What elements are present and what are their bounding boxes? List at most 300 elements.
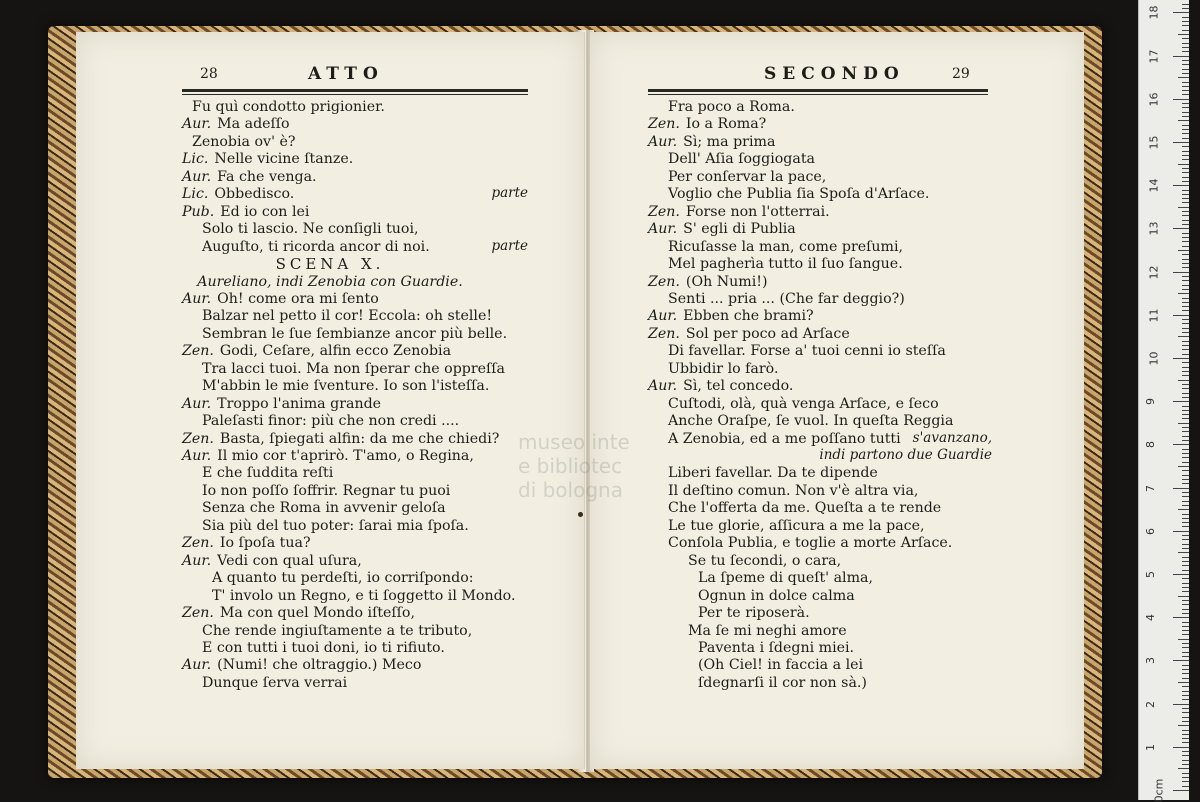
verse-line bbox=[698, 604, 810, 622]
ruler-tick bbox=[1182, 570, 1189, 571]
verse-line bbox=[648, 273, 768, 291]
ruler-tick bbox=[1182, 263, 1189, 264]
ruler-tick bbox=[1182, 717, 1189, 718]
ruler-tick bbox=[1182, 151, 1189, 152]
ruler-label: 10 bbox=[1147, 351, 1161, 366]
ruler-tick bbox=[1182, 712, 1189, 713]
ruler-tick bbox=[1182, 764, 1189, 765]
verse-line bbox=[182, 168, 317, 186]
ruler-tick bbox=[1182, 64, 1189, 65]
verse-line bbox=[698, 639, 854, 657]
speaker-label: Aur. bbox=[182, 448, 212, 464]
ruler-label: 11 bbox=[1147, 308, 1161, 323]
ruler-tick bbox=[1178, 552, 1189, 553]
line-text: Se tu ſecondi, o cara, bbox=[688, 552, 842, 569]
verse-line bbox=[668, 395, 939, 413]
ruler-tick bbox=[1182, 751, 1189, 752]
ruler-label: 14 bbox=[1147, 178, 1161, 193]
ruler-tick bbox=[1182, 475, 1189, 476]
speaker-label: Lic. bbox=[182, 151, 209, 168]
ruler-label: 2 bbox=[1144, 700, 1157, 708]
ruler-tick bbox=[1182, 397, 1189, 398]
line-text: Forse non l'otterrai. bbox=[685, 203, 830, 220]
ruler-tick bbox=[1182, 349, 1189, 350]
verse-line bbox=[202, 220, 419, 238]
line-text: Ognun in dolce calma bbox=[698, 587, 855, 604]
ruler-label: 1 bbox=[1144, 743, 1157, 751]
verse-line bbox=[182, 185, 294, 203]
ruler-tick bbox=[1182, 177, 1189, 178]
ruler-tick bbox=[1182, 604, 1189, 605]
line-text: T' involo un Regno, e ti ſoggetto il Mondo. bbox=[212, 587, 516, 604]
ruler-tick bbox=[1182, 190, 1189, 191]
ruler-tick bbox=[1182, 755, 1189, 756]
ruler-tick bbox=[1182, 505, 1189, 506]
ruler-tick bbox=[1182, 673, 1189, 674]
verse-line bbox=[648, 115, 766, 133]
ruler-tick bbox=[1182, 708, 1189, 709]
ruler-tick bbox=[1182, 4, 1189, 5]
ruler-tick bbox=[1178, 639, 1189, 640]
ruler-tick bbox=[1182, 557, 1189, 558]
ruler-tick bbox=[1182, 310, 1189, 311]
line-text: Ricuſasse la man, come preſumi, bbox=[668, 238, 904, 255]
header-rule-thin bbox=[648, 94, 988, 95]
stage-direction: parte bbox=[491, 237, 528, 254]
ruler-tick bbox=[1182, 691, 1189, 692]
ruler-tick bbox=[1182, 254, 1189, 255]
ruler-tick bbox=[1182, 246, 1189, 247]
ruler-tick bbox=[1173, 660, 1189, 661]
verse-line bbox=[668, 98, 795, 116]
line-text: Liberi favellar. Da te dipende bbox=[668, 465, 878, 482]
ruler-tick bbox=[1182, 328, 1189, 329]
ruler-tick bbox=[1182, 539, 1189, 540]
ruler-tick bbox=[1178, 34, 1189, 35]
ruler-tick bbox=[1182, 298, 1189, 299]
verse-line bbox=[212, 569, 474, 587]
ruler-tick bbox=[1182, 730, 1189, 731]
line-text: E che ſuddita reſti bbox=[202, 465, 334, 482]
ruler-tick bbox=[1182, 777, 1189, 778]
verse-line bbox=[668, 482, 918, 500]
ruler-tick bbox=[1182, 155, 1189, 156]
line-text: Per conſervar la pace, bbox=[668, 168, 827, 185]
ruler-tick bbox=[1182, 241, 1189, 242]
ruler-tick bbox=[1173, 488, 1189, 489]
ruler-label: 18 bbox=[1147, 5, 1161, 20]
verse-line bbox=[182, 430, 499, 448]
ruler-tick bbox=[1182, 535, 1189, 536]
ruler-tick bbox=[1182, 194, 1189, 195]
ruler-tick bbox=[1182, 449, 1189, 450]
verse-line bbox=[182, 656, 421, 674]
line-text: Sol per poco ad Arſace bbox=[685, 325, 850, 342]
ruler-tick bbox=[1182, 760, 1189, 761]
ruler-tick bbox=[1173, 56, 1189, 57]
verse-line bbox=[668, 360, 778, 378]
ruler-tick bbox=[1182, 116, 1189, 117]
ruler-tick bbox=[1182, 25, 1189, 26]
ruler-label: 15 bbox=[1147, 135, 1161, 150]
verse-line bbox=[648, 377, 793, 395]
ruler-tick bbox=[1182, 634, 1189, 635]
verse-line bbox=[192, 133, 296, 151]
scene-heading bbox=[76, 273, 584, 291]
line-text: Zenobia ov' è? bbox=[192, 133, 296, 150]
ruler-label: 12 bbox=[1147, 265, 1161, 280]
verse-line bbox=[212, 587, 515, 605]
line-text: Fra poco a Roma. bbox=[668, 99, 795, 115]
ruler-tick bbox=[1182, 341, 1189, 342]
speaker-label: Zen. bbox=[648, 203, 680, 220]
verse-line bbox=[668, 464, 878, 482]
line-text: Io a Roma? bbox=[685, 116, 767, 133]
ruler-tick bbox=[1182, 17, 1189, 18]
line-text: SCENA X. bbox=[275, 255, 385, 274]
line-text: Basta, ſpiegati alfin: da me che chiedi? bbox=[219, 430, 500, 447]
line-text: Dunque ſerva verrai bbox=[202, 674, 348, 691]
ruler-tick bbox=[1182, 470, 1189, 471]
ruler-tick bbox=[1178, 164, 1189, 165]
ruler-tick bbox=[1182, 94, 1189, 95]
verse-line bbox=[202, 622, 472, 640]
ruler-tick bbox=[1182, 367, 1189, 368]
ruler-tick bbox=[1182, 518, 1189, 519]
line-text: E con tutti i tuoi doni, io ti rifiuto. bbox=[202, 639, 445, 656]
ruler-tick bbox=[1182, 501, 1189, 502]
header-rule-thin bbox=[182, 94, 528, 95]
ruler-tick bbox=[1182, 734, 1189, 735]
ruler-tick bbox=[1182, 665, 1189, 666]
page-header-left: ATTO bbox=[308, 64, 384, 84]
ruler-tick bbox=[1182, 112, 1189, 113]
ruler-tick bbox=[1182, 332, 1189, 333]
ruler-tick bbox=[1182, 514, 1189, 515]
ruler-tick bbox=[1173, 228, 1189, 229]
speaker-label: Aur. bbox=[648, 221, 678, 238]
line-text: Ma ſe mi neghi amore bbox=[688, 622, 847, 639]
ruler-tick bbox=[1182, 647, 1189, 648]
ruler-tick bbox=[1182, 496, 1189, 497]
ruler-tick bbox=[1182, 406, 1189, 407]
line-text: Il mio cor t'aprirò. T'amo, o Regina, bbox=[217, 448, 474, 464]
page-number-left: 28 bbox=[200, 66, 218, 82]
line-text: Ma con quel Mondo iſteſſo, bbox=[219, 605, 415, 622]
ruler-tick bbox=[1173, 747, 1189, 748]
verse-line bbox=[668, 499, 941, 517]
ruler-label: 5 bbox=[1144, 571, 1157, 578]
ruler-tick bbox=[1182, 742, 1189, 743]
line-text: Ebben che brami? bbox=[683, 308, 814, 325]
ruler-tick bbox=[1178, 380, 1189, 381]
ruler-tick bbox=[1182, 8, 1189, 9]
ruler-tick bbox=[1182, 172, 1189, 173]
ruler-tick bbox=[1182, 721, 1189, 722]
ruler-tick bbox=[1182, 86, 1189, 87]
ruler-tick bbox=[1182, 220, 1189, 221]
ruler-tick bbox=[1182, 323, 1189, 324]
verse-line bbox=[202, 517, 469, 535]
ruler-tick bbox=[1182, 47, 1189, 48]
ruler-tick bbox=[1182, 453, 1189, 454]
line-text: Di favellar. Forse a' tuoi cenni io steſſa bbox=[668, 343, 946, 360]
line-text: Auguſto, ti ricorda ancor di noi. bbox=[202, 238, 430, 255]
line-text: Sì; ma prima bbox=[683, 133, 776, 150]
speaker-label: Aur. bbox=[648, 378, 678, 395]
ruler-tick bbox=[1182, 609, 1189, 610]
ruler-tick bbox=[1182, 414, 1189, 415]
ruler-tick bbox=[1182, 362, 1189, 363]
line-text: Senti ... pria ... (Che far deggio?) bbox=[668, 290, 905, 307]
ruler-tick bbox=[1178, 768, 1189, 769]
ruler-tick bbox=[1182, 686, 1189, 687]
ruler-tick bbox=[1182, 591, 1189, 592]
ruler-tick bbox=[1182, 583, 1189, 584]
ruler-tick bbox=[1178, 423, 1189, 424]
ruler-label: 0cm bbox=[1152, 778, 1166, 802]
ruler-tick bbox=[1182, 202, 1189, 203]
line-text: Per te riposerà. bbox=[698, 605, 810, 622]
ruler-tick bbox=[1178, 725, 1189, 726]
ruler-tick bbox=[1182, 613, 1189, 614]
ruler-tick bbox=[1182, 462, 1189, 463]
ruler-tick bbox=[1178, 250, 1189, 251]
right-page bbox=[590, 32, 1084, 769]
line-text: Senza che Roma in avvenir geloſa bbox=[202, 500, 446, 517]
speaker-label: Zen. bbox=[648, 116, 680, 133]
ruler-tick bbox=[1182, 159, 1189, 160]
line-text: Oh! come ora mi ſento bbox=[217, 290, 379, 307]
ruler-tick bbox=[1182, 198, 1189, 199]
line-text: La ſpeme di queſt' alma, bbox=[698, 570, 874, 587]
line-text: Paventa i ſdegni miei. bbox=[698, 639, 855, 656]
ruler-tick bbox=[1182, 354, 1189, 355]
line-text: A quanto tu perdeſti, io corriſpondo: bbox=[212, 570, 474, 587]
verse-line bbox=[182, 203, 309, 221]
ruler-tick bbox=[1182, 237, 1189, 238]
page-number-right: 29 bbox=[952, 66, 970, 82]
ruler-tick bbox=[1173, 531, 1189, 532]
ruler-tick bbox=[1173, 401, 1189, 402]
verse-line bbox=[668, 412, 953, 430]
ruler-tick bbox=[1182, 388, 1189, 389]
ruler-label: 3 bbox=[1144, 657, 1157, 665]
verse-line bbox=[668, 255, 903, 273]
speaker-label: Zen. bbox=[182, 605, 214, 622]
ruler-tick bbox=[1182, 280, 1189, 281]
ruler-tick bbox=[1182, 492, 1189, 493]
line-text: (Oh Ciel! in faccia a lei bbox=[698, 657, 864, 674]
ruler-tick bbox=[1182, 522, 1189, 523]
verse-line bbox=[182, 604, 415, 622]
ruler-tick bbox=[1178, 77, 1189, 78]
speaker-label: Zen. bbox=[648, 273, 680, 290]
ruler-tick bbox=[1182, 138, 1189, 139]
line-text: Anche Oraſpe, ſe vuol. In queſta Reggia bbox=[668, 413, 954, 430]
ruler-label: 4 bbox=[1144, 614, 1157, 622]
line-text: Mel pagherìa tutto il ſuo ſangue. bbox=[668, 256, 903, 273]
speaker-label: Zen. bbox=[182, 430, 214, 447]
ruler-tick bbox=[1173, 12, 1189, 13]
line-text: Il deſtino comun. Non v'è altra via, bbox=[668, 482, 919, 499]
speaker-label: Aur. bbox=[182, 290, 212, 307]
line-text: Voglio che Publia ſia Spoſa d'Arſace. bbox=[668, 186, 930, 203]
ruler-tick bbox=[1182, 418, 1189, 419]
line-text: M'abbin le mie ſventure. Io son l'isteſſa. bbox=[202, 378, 490, 395]
line-text: Io ſpoſa tua? bbox=[219, 535, 311, 552]
line-text: Balzar nel petto il cor! Eccola: oh stelle! bbox=[202, 308, 493, 325]
watermark-line: di bologna bbox=[518, 478, 623, 502]
page-header-right: SECONDO bbox=[764, 64, 905, 84]
speaker-label: Pub. bbox=[182, 203, 215, 220]
ruler-tick bbox=[1178, 682, 1189, 683]
verse-line bbox=[202, 360, 505, 378]
line-text: Fa che venga. bbox=[217, 168, 317, 185]
ruler-tick bbox=[1182, 259, 1189, 260]
ruler-tick bbox=[1182, 643, 1189, 644]
ruler-tick bbox=[1182, 133, 1189, 134]
line-text: Aureliano, indi Zenobia con Guardie. bbox=[197, 273, 463, 290]
verse-line bbox=[698, 674, 867, 692]
ruler-tick bbox=[1182, 479, 1189, 480]
line-text: Paleſasti finor: più che non credi .... bbox=[202, 413, 460, 430]
ruler-tick bbox=[1178, 596, 1189, 597]
ruler-tick bbox=[1178, 466, 1189, 467]
ruler-tick bbox=[1182, 678, 1189, 679]
verse-line bbox=[202, 238, 430, 256]
ruler-tick bbox=[1182, 51, 1189, 52]
line-text: S' egli di Publia bbox=[683, 221, 796, 238]
ruler-tick bbox=[1182, 73, 1189, 74]
ruler-tick bbox=[1182, 544, 1189, 545]
ruler-tick bbox=[1182, 30, 1189, 31]
ruler-tick bbox=[1182, 371, 1189, 372]
ruler-label: 16 bbox=[1147, 92, 1161, 107]
ruler-tick bbox=[1182, 440, 1189, 441]
ruler-tick bbox=[1182, 393, 1189, 394]
line-text: Godi, Ceſare, alfin ecco Zenobia bbox=[219, 343, 452, 360]
stage-direction: indi partono due Guardie bbox=[819, 447, 992, 463]
ruler-tick bbox=[1182, 773, 1189, 774]
ruler-tick bbox=[1182, 129, 1189, 130]
ruler-tick bbox=[1182, 738, 1189, 739]
ruler-label: 9 bbox=[1144, 398, 1157, 406]
ruler-tick bbox=[1182, 457, 1189, 458]
line-text: Tra lacci tuoi. Ma non ſperar che oppreſſa bbox=[202, 360, 506, 377]
verse-line bbox=[668, 517, 925, 535]
verse-line bbox=[202, 499, 446, 517]
ruler-tick bbox=[1182, 669, 1189, 670]
ruler-tick bbox=[1182, 90, 1189, 91]
ruler-tick bbox=[1182, 125, 1189, 126]
ruler-label: 8 bbox=[1144, 441, 1157, 449]
verse-line bbox=[688, 552, 841, 570]
verse-line bbox=[182, 115, 290, 133]
verse-line bbox=[668, 342, 946, 360]
ruler-tick bbox=[1173, 790, 1189, 791]
line-text: Le tue glorie, aſſicura a me la pace, bbox=[668, 517, 925, 534]
ruler-tick bbox=[1182, 578, 1189, 579]
speaker-label: Aur. bbox=[182, 552, 212, 569]
line-text: Conſola Publia, e toglie a morte Arſace. bbox=[668, 535, 953, 552]
ruler-tick bbox=[1182, 103, 1189, 104]
ruler-tick bbox=[1178, 509, 1189, 510]
verse-line bbox=[648, 133, 775, 151]
ruler-tick bbox=[1182, 431, 1189, 432]
ruler-tick bbox=[1182, 548, 1189, 549]
ruler-tick bbox=[1182, 302, 1189, 303]
ruler-tick bbox=[1173, 185, 1189, 186]
verse-line bbox=[192, 98, 385, 116]
ruler-tick bbox=[1182, 306, 1189, 307]
watermark-line: e bibliotec bbox=[518, 454, 623, 478]
ruler-label: 17 bbox=[1147, 49, 1161, 64]
ruler-tick bbox=[1182, 630, 1189, 631]
verse-line bbox=[668, 290, 905, 308]
ruler-tick bbox=[1182, 289, 1189, 290]
ruler-tick bbox=[1173, 704, 1189, 705]
speaker-label: Aur. bbox=[182, 657, 212, 674]
stage-direction: parte bbox=[491, 185, 528, 202]
left-page bbox=[76, 32, 585, 769]
line-text: Io non poſſo ſoffrir. Regnar tu puoi bbox=[202, 482, 451, 499]
ruler-tick bbox=[1173, 142, 1189, 143]
ruler-tick bbox=[1182, 622, 1189, 623]
ruler-tick bbox=[1182, 695, 1189, 696]
verse-line bbox=[698, 656, 863, 674]
verse-line bbox=[648, 307, 814, 325]
line-text: ſdegnarſi il cor non sà.) bbox=[698, 674, 867, 691]
ruler-tick bbox=[1173, 358, 1189, 359]
ruler-tick bbox=[1182, 600, 1189, 601]
ruler-tick bbox=[1182, 483, 1189, 484]
line-text: Obbedisco. bbox=[214, 186, 295, 203]
ruler-tick bbox=[1182, 211, 1189, 212]
verse-line bbox=[648, 325, 850, 343]
verse-line bbox=[698, 569, 873, 587]
line-text: (Numi! che oltraggio.) Meco bbox=[217, 657, 422, 674]
verse-line bbox=[202, 377, 489, 395]
ruler-label: 6 bbox=[1144, 527, 1157, 535]
ruler-tick bbox=[1182, 781, 1189, 782]
ruler-tick bbox=[1178, 336, 1189, 337]
ruler-tick bbox=[1173, 617, 1189, 618]
ruler-tick bbox=[1182, 168, 1189, 169]
verse-line bbox=[202, 639, 445, 657]
line-text: Ma adeſſo bbox=[217, 116, 290, 133]
line-text: Sembran le ſue ſembianze ancor più belle. bbox=[202, 325, 508, 342]
line-text: Cuſtodi, olà, quà venga Arſace, e ſeco bbox=[668, 395, 939, 412]
verse-line bbox=[182, 552, 362, 570]
header-rule bbox=[182, 89, 528, 92]
ruler-tick bbox=[1182, 699, 1189, 700]
line-text: Vedi con qual uſura, bbox=[217, 552, 362, 569]
line-text: Che rende ingiuſtamente a te tributo, bbox=[202, 622, 473, 639]
verse-line bbox=[182, 290, 379, 308]
ruler-tick bbox=[1173, 99, 1189, 100]
ruler-tick bbox=[1182, 561, 1189, 562]
line-text: Dell' Aſia ſoggiogata bbox=[668, 151, 815, 168]
ruler-tick bbox=[1182, 181, 1189, 182]
verse-line bbox=[648, 203, 830, 221]
ruler-label: 13 bbox=[1147, 221, 1161, 236]
ruler-tick bbox=[1182, 21, 1189, 22]
speaker-label: Aur. bbox=[182, 395, 212, 412]
verse-line bbox=[202, 307, 492, 325]
speaker-label: Zen. bbox=[648, 325, 680, 342]
ruler-tick bbox=[1178, 120, 1189, 121]
